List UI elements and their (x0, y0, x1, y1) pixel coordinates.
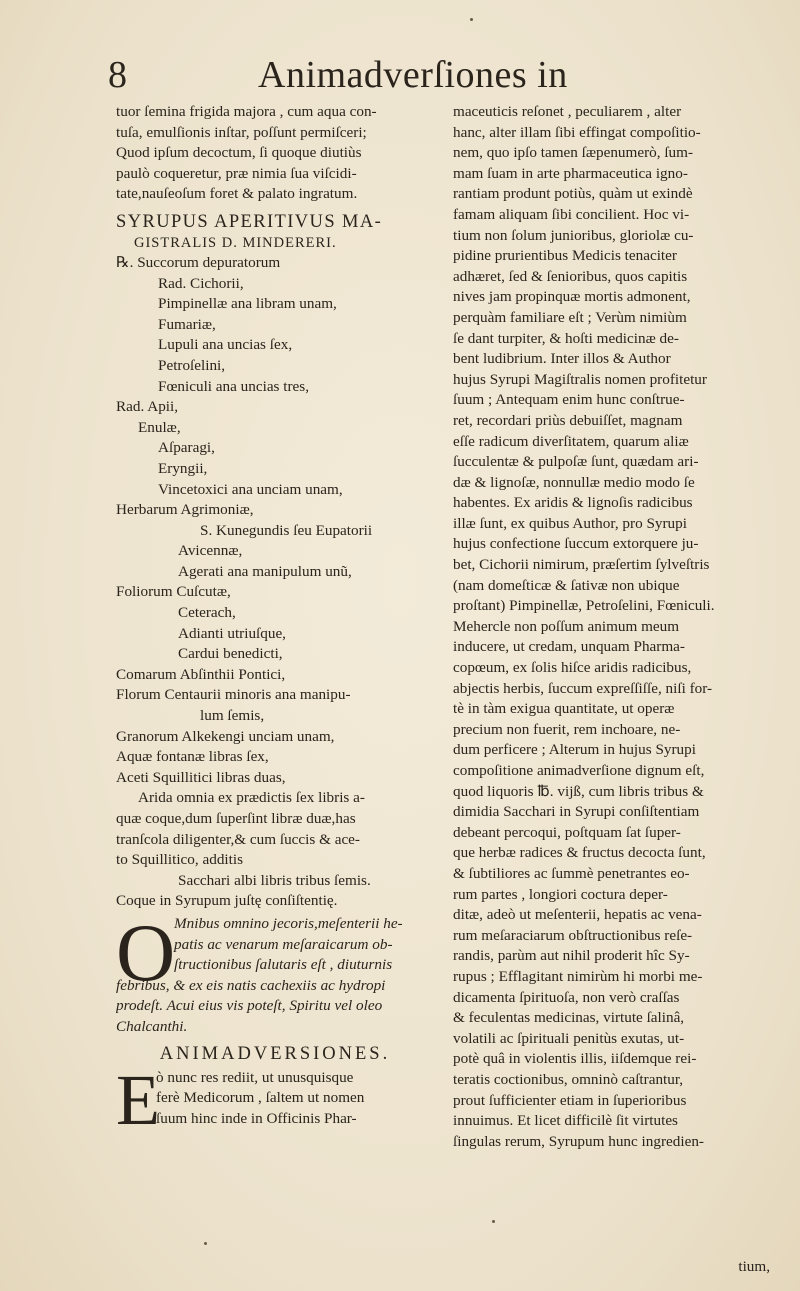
text-line: hujus confectione ſuccum extorquere ju- (453, 535, 699, 553)
usage-line: ſtructionibus ſalutaris eſt , diuturnis (174, 956, 393, 974)
text-line: hanc, alter illam ſibi effingat compoſitio- (453, 123, 701, 141)
drop-cap-o: O (116, 906, 176, 998)
recipe-line: tranſcola diligenter,& cum ſuccis & ace- (116, 830, 360, 848)
text-line: pidine prurientibus Medicis tenaciter (453, 247, 677, 265)
text-line: rantiam produnt potiùs, quàm ut exindè (453, 185, 693, 203)
text-line: rupus ; Efflagitant nimirùm hi morbi me- (453, 967, 703, 985)
recipe-line: Avicennæ, (178, 542, 243, 560)
text-line: rum meſaraciarum obſtructionibus reſe- (453, 926, 693, 944)
text-line: & feculentas medicinas, virtute ſalinâ, (453, 1009, 685, 1027)
text-line: debeant percoqui, poſtquam ſat ſuper- (453, 823, 681, 841)
commentary-opening-text (116, 1059, 434, 1140)
recipe-line: lum ſemis, (200, 707, 265, 725)
text-line: tate,nauſeoſum foret & palato ingratum. (116, 185, 358, 203)
right-column (453, 102, 773, 1152)
text-line: ſuum ; Antequam enim hunc conſtrue- (453, 391, 685, 409)
recipe-line: Foliorum Cuſcutæ, (116, 583, 231, 601)
recipe-line: Rad. Cichorii, (158, 274, 244, 292)
text-line: ſuum hinc inde in Officinis Phar- (156, 1109, 357, 1127)
usage-paragraph (116, 906, 434, 1038)
text-line: innuimus. Et licet difficilè ſit virtutes (453, 1112, 678, 1130)
text-line: ditæ, adeò ut meſenterii, hepatis ac vena- (453, 906, 702, 924)
text-line: adhæret, ſed & ſenioribus, quos capitis (453, 267, 688, 285)
text-line: ret, recordari priùs debuiſſet, magnam (453, 411, 683, 429)
recipe-line: Pimpinellæ ana libram unam, (158, 295, 337, 313)
text-line: abjectis herbis, ſuccum expreſſiſſe, niſi for- (453, 679, 713, 697)
running-head: Animadverſiones in (258, 54, 568, 96)
text-line: maceuticis reſonet , peculiarem , alter (453, 103, 682, 120)
commentary-text (453, 102, 773, 1152)
text-line: ò nunc res rediit, ut unusquisque (156, 1068, 354, 1086)
recipe-list (116, 253, 434, 912)
section-subtitle: GISTRALIS D. MINDERERI. (134, 234, 337, 251)
text-line: tuſa, emulſionis inſtar, poſſunt permiſceri; (116, 123, 367, 141)
recipe-line: Adianti utriuſque, (178, 624, 286, 642)
usage-line: Chalcanthi. (116, 1017, 188, 1035)
text-line: prout ſufficienter etiam in ſuperioribus (453, 1091, 687, 1109)
animadversiones-heading: ANIMADVERSIONES. (159, 1043, 391, 1064)
recipe-line: Ceterach, (178, 604, 236, 622)
text-line: quod liquoris ℔. vijß, cum libris tribus & (453, 782, 704, 800)
text-line: bent ludibrium. Inter illos & Author (453, 350, 671, 368)
recipe-line: Herbarum Agrimoniæ, (116, 501, 254, 519)
recipe-line: Arida omnia ex prædictis ſex libris a- (138, 789, 365, 807)
left-column (116, 102, 434, 1140)
text-line: tium non ſolum junioribus, gloriolæ cu- (453, 226, 694, 244)
catchword: tium, (738, 1258, 770, 1275)
text-line: famam aliquam ſibi concilient. Hoc vi- (453, 205, 690, 223)
text-line: bet, Cichorii nimirum, præſertim ſylveſtris (453, 556, 710, 574)
intro-paragraph (116, 102, 434, 205)
text-line: perquàm familiare eſt ; Verùm nimiùm (453, 308, 687, 326)
text-line: mam ſuam in arte pharmaceutica igno- (453, 164, 688, 182)
section-title: SYRUPUS APERITIVUS MA- (116, 211, 383, 232)
recipe-line: Petroſelini, (158, 356, 226, 374)
usage-line: prodeſt. Acui eius vis poteſt, Spiritu vel oleo (116, 997, 383, 1015)
text-line: compoſitione animadverſione dignum eſt, (453, 762, 705, 779)
paper-speck (470, 18, 473, 21)
recipe-line: Florum Centaurii minoris ana manipu- (116, 686, 351, 704)
recipe-line: ℞. Succorum depuratorum (116, 253, 281, 271)
recipe-line: Agerati ana manipulum unũ, (178, 562, 352, 580)
text-line: volatili ac ſpirituali penitùs exutas, ut- (453, 1029, 685, 1047)
text-line: illæ ſunt, ex quibus Author, pro Syrupi (453, 514, 687, 532)
text-line: precium non fuerit, rem inchoare, ne- (453, 720, 681, 738)
text-line: habentes. Ex aridis & lignoſis radicibus (453, 494, 693, 512)
text-line: proſtant) Pimpinellæ, Petroſelini, Fœniculi. (453, 597, 715, 615)
text-line: & ſubtiliores ac ſummè penetrantes eo- (453, 864, 690, 882)
recipe-line: Vincetoxici ana unciam unam, (158, 480, 343, 498)
recipe-line: Sacchari albi libris tribus ſemis. (178, 871, 371, 889)
page-number: 8 (108, 54, 127, 96)
text-line: dicamenta ſpirituoſa, non verò craſſas (453, 988, 680, 1006)
text-line: Quod ipſum decoctum, ſi quoque diutiùs (116, 144, 362, 162)
usage-line: patis ac venarum meſaraicarum ob- (174, 935, 393, 953)
text-line: rum partes , longiori coctura deper- (453, 885, 668, 903)
text-line: ſingulas rerum, Syrupum hunc ingredien- (453, 1132, 704, 1150)
text-line: eſſe radicum diverſitatem, quarum aliæ (453, 432, 689, 450)
recipe-line: Enulæ, (138, 418, 181, 436)
recipe-line: to Squillitico, additis (116, 851, 243, 869)
text-line: ſucculentæ & pulpoſæ ſunt, quædam ari- (453, 453, 699, 471)
text-line: tè in tàm exigua quantitate, ut operæ (453, 700, 675, 718)
text-line: nives jam propinquæ mortis admonent, (453, 288, 691, 306)
commentary-opening (116, 1059, 434, 1140)
recipe-line: Rad. Apii, (116, 398, 179, 416)
recipe-line: Aſparagi, (158, 439, 215, 457)
text-line: potè quâ in violentis illis, iiſdemque rei- (453, 1050, 697, 1068)
recipe-line: Cardui benedicti, (178, 645, 283, 663)
recipe-line: S. Kunegundis ſeu Eupatorii (200, 521, 373, 539)
recipe-line: Coque in Syrupum juſtę conſiſtentię. (116, 892, 338, 910)
text-line: dæ & lignoſæ, nonnullæ medio modo ſe (453, 473, 695, 491)
recipe-line: Aquæ fontanæ libras ſex, (116, 748, 269, 766)
recipe-line: Fœniculi ana uncias tres, (158, 377, 309, 395)
recipe-line: Comarum Abſinthii Pontici, (116, 665, 286, 683)
recipe-line: Granorum Alkekengi unciam unam, (116, 727, 335, 745)
text-line: que herbæ radices & fructus decocta ſunt, (453, 844, 706, 862)
drop-cap-e: E (116, 1059, 160, 1140)
text-line: dum perficere ; Alterum in hujus Syrupi (453, 741, 696, 759)
text-line: nem, quo ipſo tamen ſæpenumerò, ſum- (453, 144, 694, 162)
text-line: paulò coqueretur, præ nimia ſua viſcidi- (116, 164, 357, 182)
text-line: ſe dant turpiter, & hoſti medicinæ de- (453, 329, 679, 347)
text-line: Mehercle non poſſum animum meum (453, 617, 680, 635)
text-line: ferè Medicorum , ſaltem ut nomen (156, 1089, 365, 1107)
paper-speck (204, 1242, 207, 1245)
recipe-line: Aceti Squillitici libras duas, (116, 768, 286, 786)
text-line: copœum, ex ſolis hiſce aridis radicibus, (453, 659, 692, 677)
paper-speck (492, 1220, 495, 1223)
usage-line: Mnibus omnino jecoris,meſenterii he- (174, 914, 403, 932)
text-line: inducere, ut credam, unquam Pharma- (453, 638, 685, 656)
text-line: hujus Syrupi Magiſtralis nomen profitetur (453, 370, 707, 388)
recipe-line: Lupuli ana uncias ſex, (158, 336, 293, 354)
text-line: tuor ſemina frigida majora , cum aqua con- (116, 103, 377, 120)
text-line: teratis coctionibus, omninò caſtrantur, (453, 1070, 684, 1088)
text-line: dimidia Sacchari in Syrupi conſiſtentiam (453, 803, 700, 821)
text-line: randis, parùm aut nihil proderit hîc Sy- (453, 947, 690, 965)
usage-line: febribus, & ex eis natis cachexiis ac hydropi (116, 976, 386, 994)
recipe-line: Eryngii, (158, 459, 208, 477)
recipe-line: quæ coque,dum ſuperſint libræ duæ,has (116, 810, 356, 827)
text-line: (nam domeſticæ & ſativæ non ubique (453, 576, 680, 594)
recipe-line: Fumariæ, (158, 315, 216, 333)
page-header (108, 52, 688, 102)
